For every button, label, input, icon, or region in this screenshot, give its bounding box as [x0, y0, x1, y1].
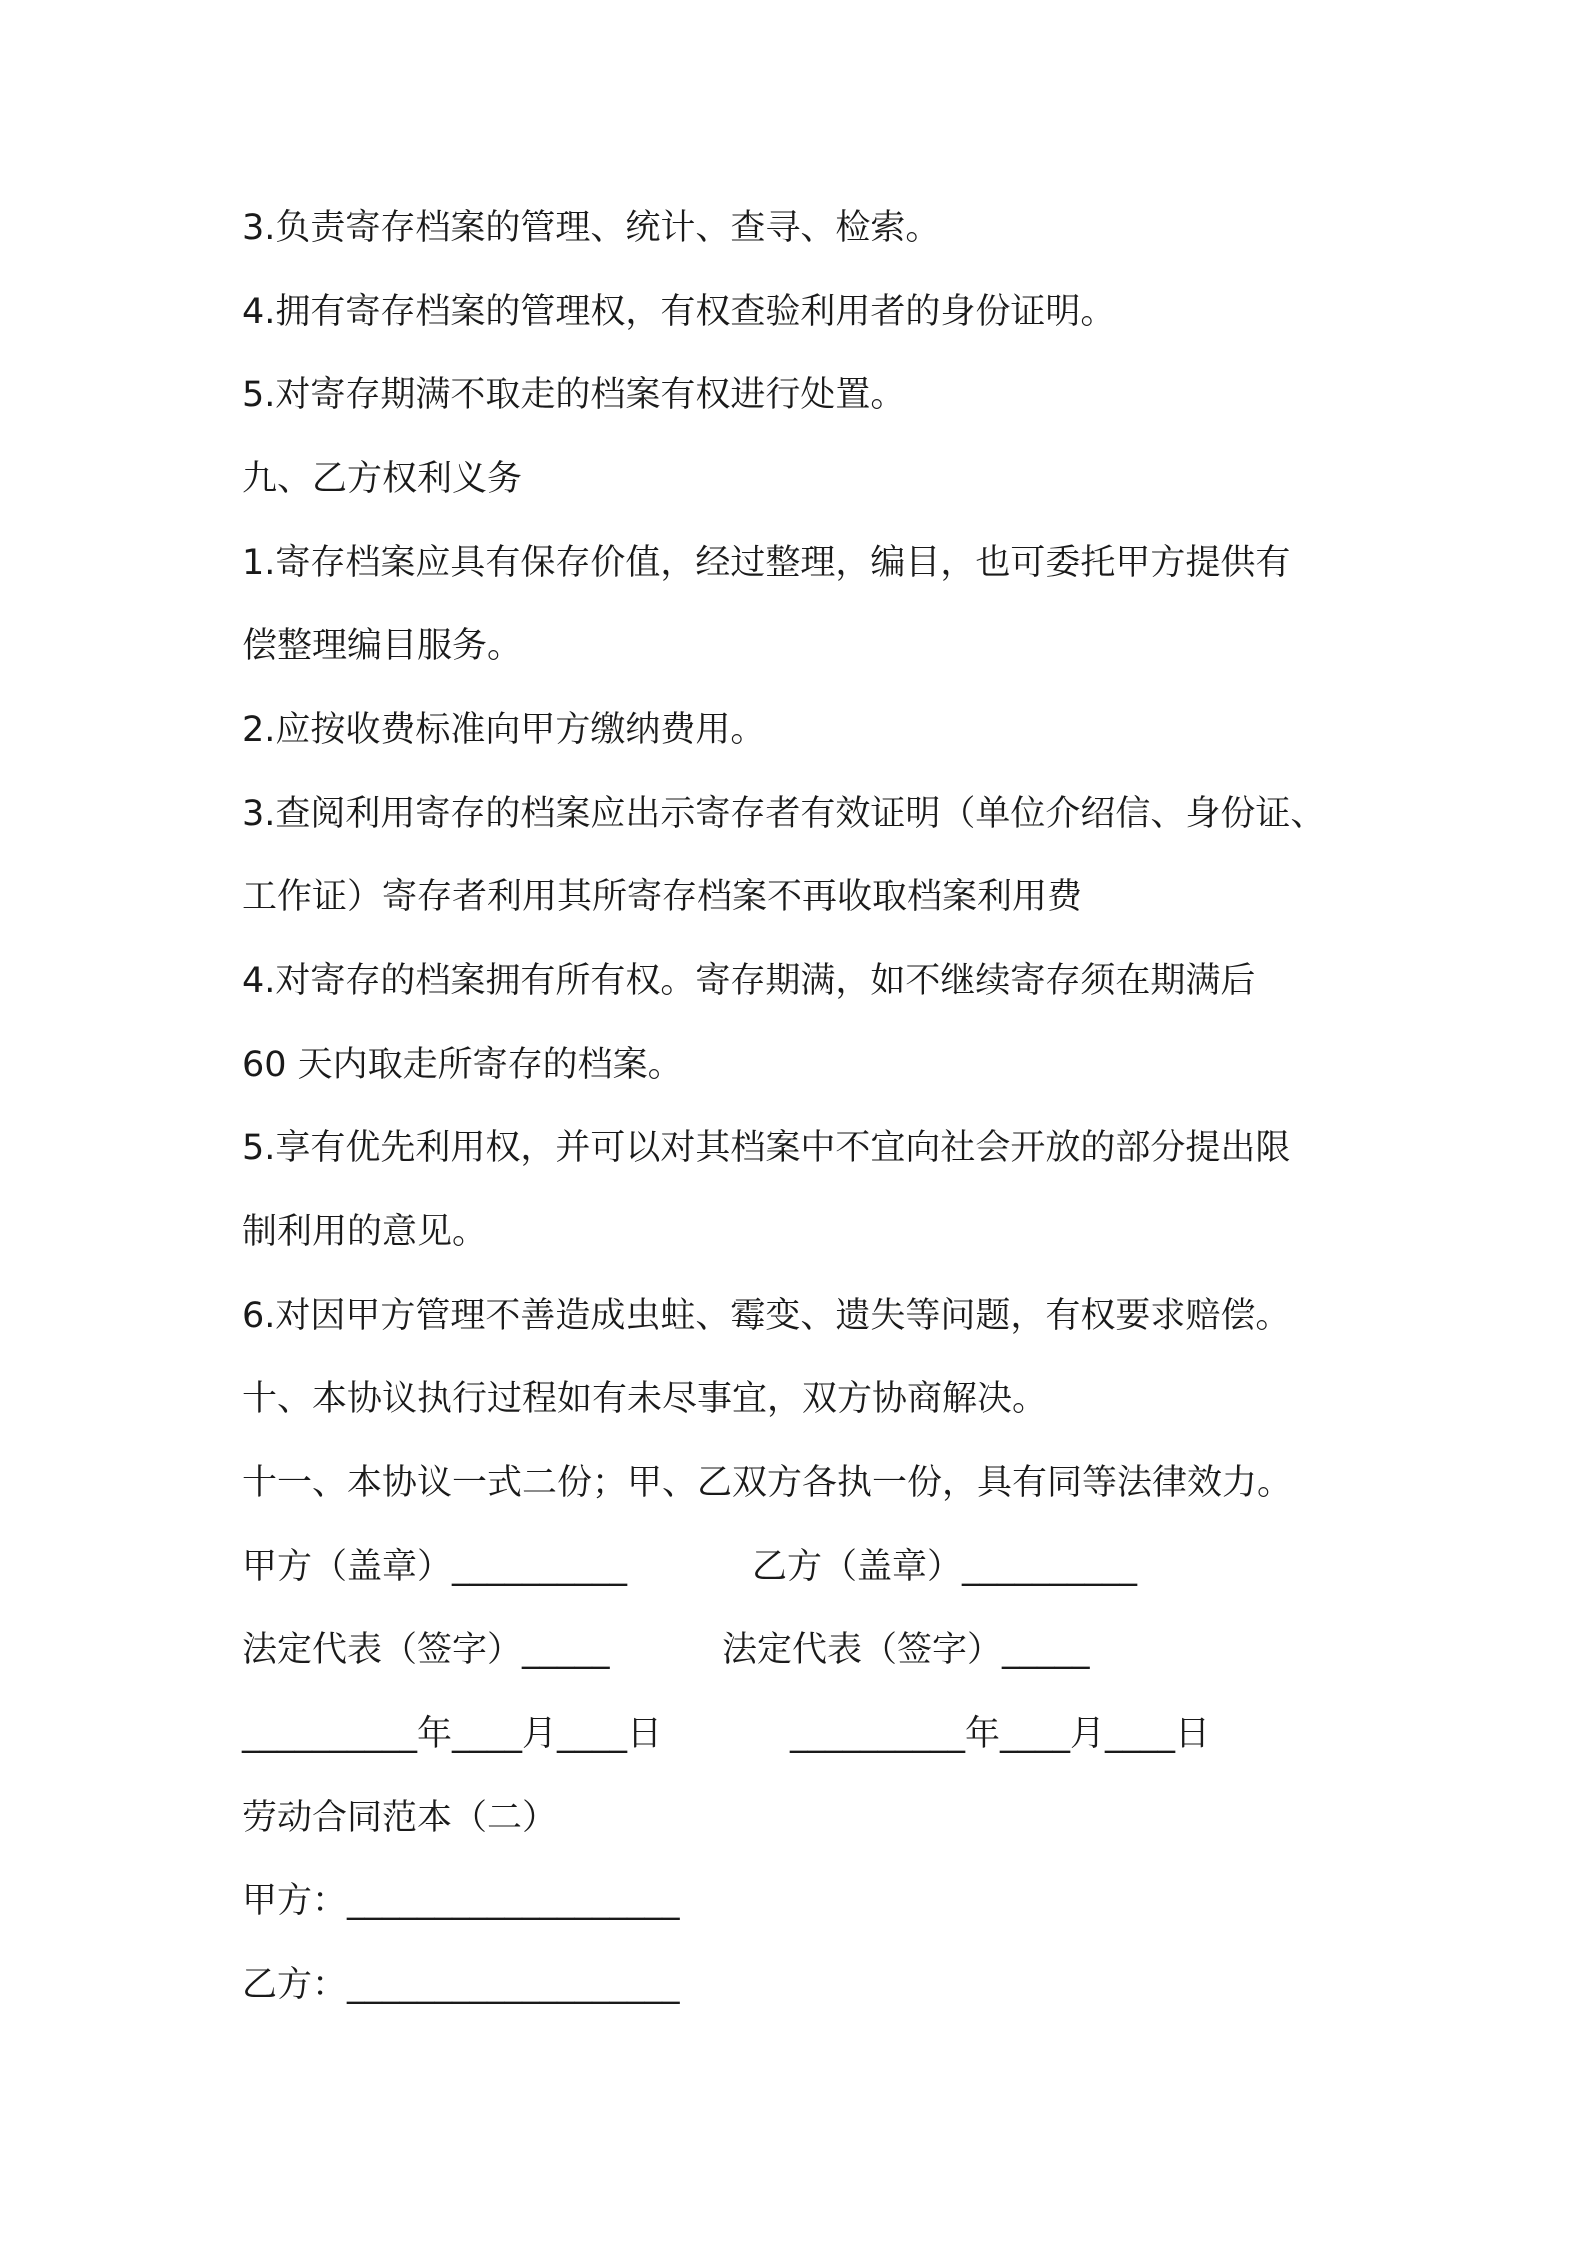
clause-a-3: 3.负责寄存档案的管理、统计、查寻、检索。 — [242, 208, 941, 248]
party-b-representative: 法定代表（签字）_____ — [722, 1630, 1090, 1670]
party-b-date: __________年____月____日 — [790, 1714, 1211, 1754]
second-contract-party-a: 甲方：___________________ — [242, 1881, 680, 1921]
clause-a-4: 4.拥有寄存档案的管理权，有权查验利用者的身份证明。 — [242, 292, 1116, 332]
clause-b-3-cont: 工作证）寄存者利用其所寄存档案不再收取档案利用费 — [242, 877, 1083, 917]
clause-b-5: 5.享有优先利用权，并可以对其档案中不宜向社会开放的部分提出限 — [242, 1128, 1291, 1168]
clause-b-1-cont: 偿整理编目服务。 — [242, 626, 523, 666]
party-a-date: __________年____月____日 — [242, 1714, 663, 1754]
party-a-seal: 甲方（盖章）__________ — [242, 1547, 628, 1587]
party-a-representative: 法定代表（签字）_____ — [242, 1630, 610, 1670]
section-heading-10: 十、本协议执行过程如有未尽事宜，双方协商解决。 — [242, 1379, 1048, 1419]
clause-a-5: 5.对寄存期满不取走的档案有权进行处置。 — [242, 375, 906, 415]
clause-b-1: 1.寄存档案应具有保存价值，经过整理，编目，也可委托甲方提供有 — [242, 543, 1291, 583]
second-contract-party-b: 乙方：___________________ — [242, 1965, 680, 2005]
section-heading-9: 九、乙方权利义务 — [242, 459, 523, 499]
party-b-seal: 乙方（盖章）__________ — [752, 1547, 1138, 1587]
clause-b-4-cont: 60 天内取走所寄存的档案。 — [242, 1045, 683, 1085]
clause-b-2: 2.应按收费标准向甲方缴纳费用。 — [242, 710, 766, 750]
section-heading-11: 十一、本协议一式二份；甲、乙双方各执一份，具有同等法律效力。 — [242, 1463, 1293, 1503]
clause-b-3: 3.查阅利用寄存的档案应出示寄存者有效证明（单位介绍信、身份证、 — [242, 794, 1326, 834]
clause-b-4: 4.对寄存的档案拥有所有权。寄存期满，如不继续寄存须在期满后 — [242, 961, 1256, 1001]
second-contract-title: 劳动合同范本（二） — [242, 1798, 558, 1838]
clause-b-6: 6.对因甲方管理不善造成虫蛀、霉变、遗失等问题，有权要求赔偿。 — [242, 1296, 1291, 1336]
clause-b-5-cont: 制利用的意见。 — [242, 1212, 488, 1252]
